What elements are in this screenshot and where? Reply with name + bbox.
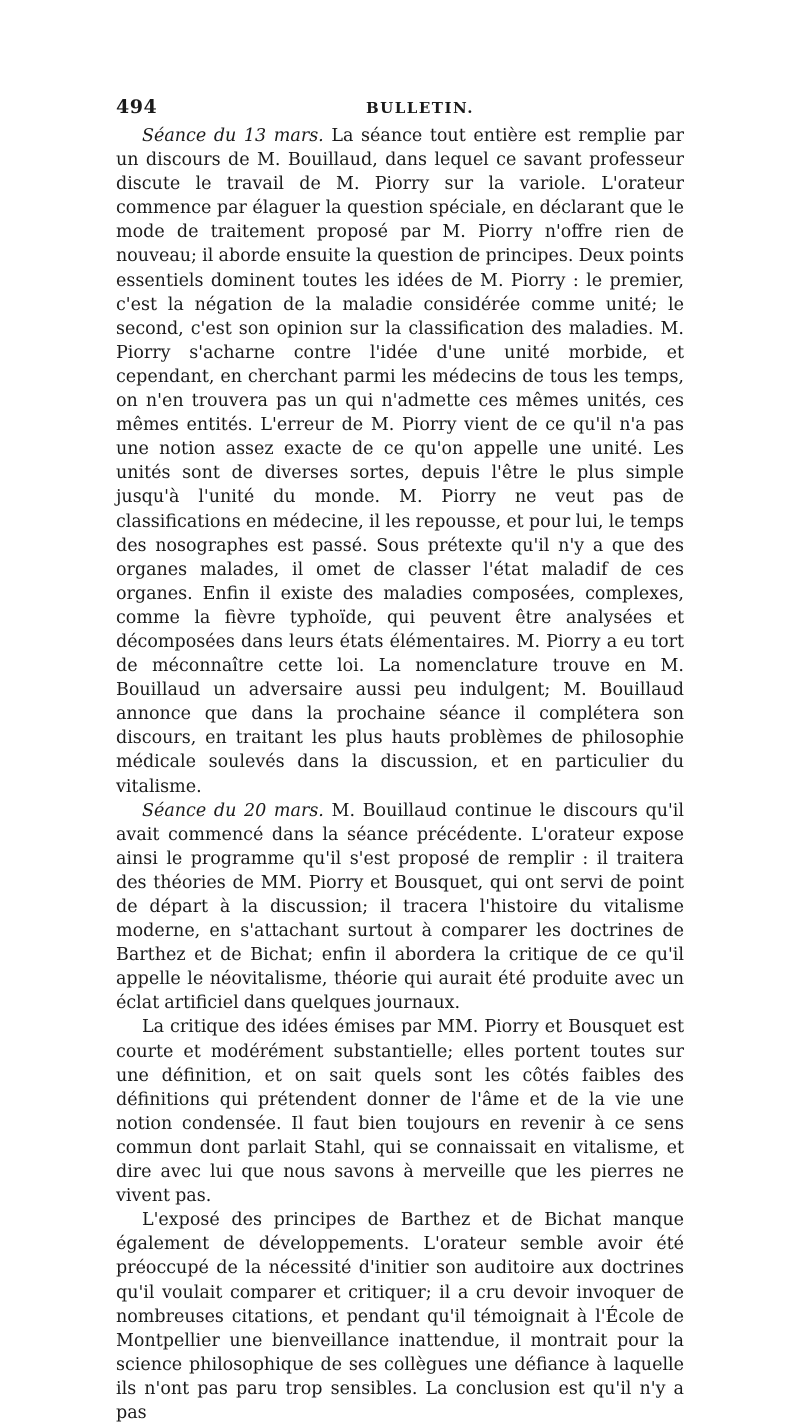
- page-number: 494: [116, 96, 158, 118]
- running-head: [116, 96, 684, 122]
- session-label: Séance du 13 mars.: [142, 126, 324, 146]
- paragraph-text: M. Bouillaud continue le discours qu'il avait commencé dans la séance précédente. L'orateur expose ainsi le programme qu'il s'est proposé de remplir : il traitera des théories de MM. Piorry et Bousquet, qui ont servi de point de départ à la discussion; il tracera l'histoire du vitalisme moderne, en s'attachant surtout à comparer les doctrines de Barthez et de Bichat; enfin il abordera la critique de ce qu'il appelle le néovitalisme, théorie qui aurait été produite avec un éclat artificiel dans quelques journaux.: [116, 800, 684, 1014]
- paragraph-text: L'exposé des principes de Barthez et de Bichat manque également de développements. L'orateur semble avoir été préoccupé de la nécessité d'initier son auditoire aux doctrines qu'il voulait comparer et critiquer; il a cru devoir invoquer de nombreuses citations, et pendant qu'il témoignait à l'École de Montpellier une bienveillance inattendue, il montrait pour la science philosophique de ses collègues une défiance à laquelle ils n'ont pas paru trop sensibles. La conclusion est qu'il n'y a pas: [116, 1210, 684, 1423]
- paragraph-seance-13-mars: [116, 124, 684, 799]
- paragraph-text: La critique des idées émises par MM. Piorry et Bousquet est courte et modérément substantielle; elles portent toutes sur une définition, et on sait quels sont les côtés faibles des définitions qui prétendent donner de l'âme et de la vie une notion condensée. Il faut bien toujours en revenir à ce sens commun dont parlait Stahl, qui se connaissait en vitalisme, et dire avec lui que nous savons à merveille que les pierres ne vivent pas.: [116, 1017, 684, 1207]
- running-title: BULLETIN.: [366, 99, 474, 117]
- paragraph-expose: [116, 1208, 684, 1425]
- body-text: [116, 124, 684, 1425]
- paragraph-seance-20-mars: [116, 799, 684, 1016]
- paragraph-text: La séance tout entière est remplie par un discours de M. Bouillaud, dans lequel ce savant professeur discute le travail de M. Piorry sur la variole. L'orateur commence par élaguer la question spéciale, en déclarant que le mode de traitement proposé par M. Piorry n'offre rien de nouveau; il aborde ensuite la question de principes. Deux points essentiels dominent toutes les idées de M. Piorry : le premier, c'est la négation de la maladie considérée comme unité; le second, c'est son opinion sur la classification des maladies. M. Piorry s'acharne contre l'idée d'une unité morbide, et cependant, en cherchant parmi les médecins de tous les temps, on n'en trouvera pas un qui n'admette ces mêmes unités, ces mêmes entités. L'erreur de M. Piorry vient de ce qu'il n'a pas une notion assez exacte de ce qu'on appelle une unité. Les unités sont de diverses sortes, depuis l'être le plus simple jusqu'à l'unité du monde. M. Piorry ne veut pas de classifications en médecine, il les repousse, et pour lui, le temps des nosographes est passé. Sous prétexte qu'il n'y a que des organes malades, il omet de classer l'état maladif de ces organes. Enfin il existe des maladies composées, complexes, comme la fièvre typhoïde, qui peuvent être analysées et décomposées dans leurs états élémentaires. M. Piorry a eu tort de méconnaître cette loi. La nomenclature trouve en M. Bouillaud un adversaire aussi peu indulgent; M. Bouillaud annonce que dans la prochaine séance il complétera son discours, en traitant les plus hauts problèmes de philosophie médicale soulevés dans la discussion, et en particulier du vitalisme.: [116, 126, 684, 797]
- session-label: Séance du 20 mars.: [142, 800, 324, 821]
- paragraph-critique: [116, 1015, 684, 1208]
